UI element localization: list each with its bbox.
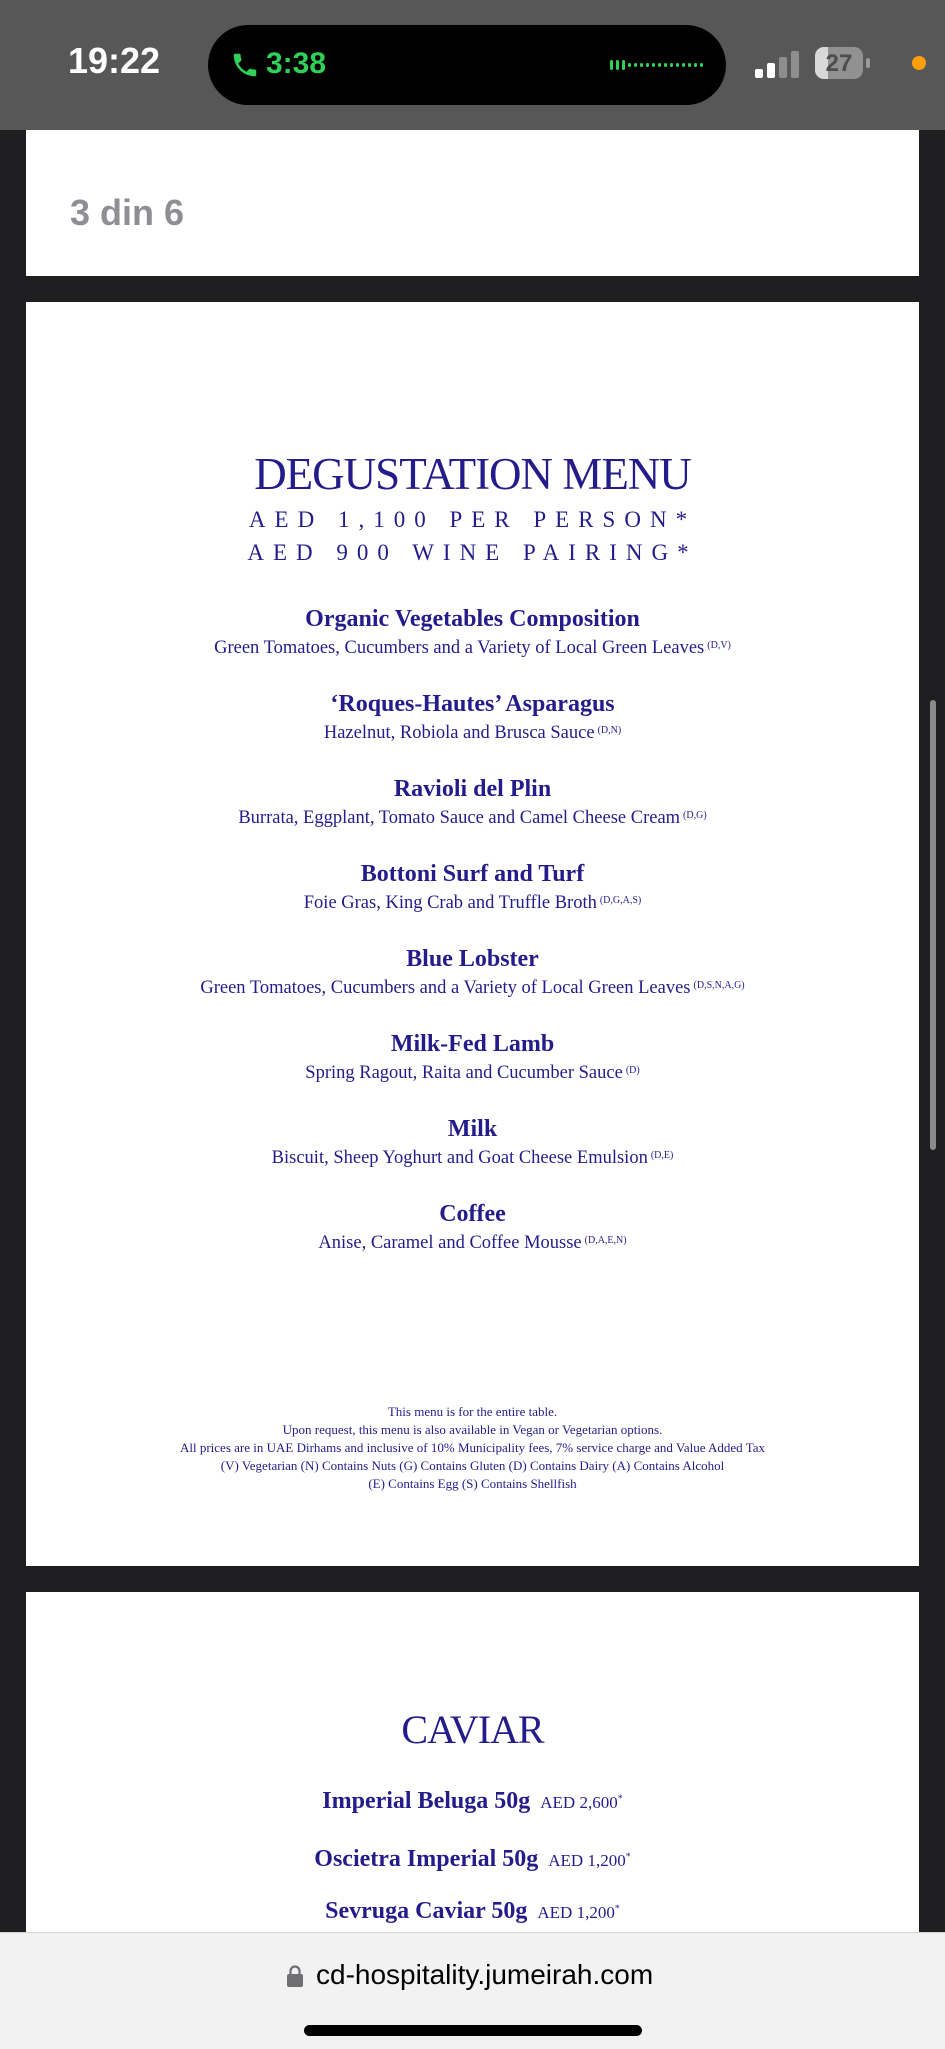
dish-item <box>26 689 919 747</box>
caviar-item <box>26 1846 919 1873</box>
dish-name: Milk-Fed Lamb <box>390 1031 555 1057</box>
caviar-price-value: AED 1,200 <box>537 1903 615 1922</box>
dish-description: Foie Gras, King Crab and Truffle Broth <box>303 893 597 913</box>
caviar-name: Sevruga Caviar 50g <box>325 1898 528 1924</box>
dish-description: Spring Ragout, Raita and Cucumber Sauce <box>305 1063 623 1083</box>
menu-price: AED 1,100 PER PERSON* <box>248 507 697 532</box>
dish-item <box>26 774 919 832</box>
home-indicator[interactable] <box>304 2025 642 2036</box>
caviar-item <box>26 1898 919 1925</box>
caviar-name: Imperial Beluga 50g <box>322 1788 531 1814</box>
dish-allergens: (D,A,E,N) <box>584 1235 627 1246</box>
menu-footnotes <box>26 1403 919 1493</box>
dish-description: Green Tomatoes, Cucumbers and a Variety of Local Green Leaves <box>200 978 691 998</box>
battery-percent: 27 <box>825 50 853 77</box>
dish-name: Bottoni Surf and Turf <box>360 861 585 887</box>
dish-allergens: (D) <box>625 1065 640 1076</box>
dish-description: Burrata, Eggplant, Tomato Sauce and Camel Cheese Cream <box>238 808 681 828</box>
dish-description-line <box>26 1144 919 1172</box>
dish-description: Biscuit, Sheep Yoghurt and Goat Cheese Emulsion <box>271 1148 648 1168</box>
dish-description-line <box>26 634 919 662</box>
dish-item <box>26 859 919 917</box>
pdf-page-top <box>26 130 919 276</box>
audio-waveform-icon <box>610 60 708 70</box>
dish-allergens: (D,E) <box>650 1150 674 1161</box>
footnote-line: (E) Contains Egg (S) Contains Shellfish <box>368 1476 577 1491</box>
dish-item <box>26 1029 919 1087</box>
footnote-line: This menu is for the entire table. <box>387 1404 558 1419</box>
call-pill[interactable] <box>208 25 726 105</box>
dish-description-line <box>26 719 919 747</box>
caviar-price <box>537 1903 619 1922</box>
dish-description-line <box>26 974 919 1002</box>
caviar-price <box>540 1793 622 1812</box>
dish-item <box>26 1199 919 1257</box>
phone-icon <box>230 47 260 83</box>
dish-name: ‘Roques-Hautes’ Asparagus <box>330 691 615 717</box>
caviar-price <box>548 1851 630 1870</box>
pdf-page-degustation <box>26 302 919 1566</box>
dish-allergens: (D,V) <box>707 640 731 651</box>
dish-allergens: (D,G,A,S) <box>599 895 642 906</box>
dish-item <box>26 604 919 662</box>
dish-description-line <box>26 889 919 917</box>
caviar-price-mark: * <box>614 1903 620 1915</box>
dish-description: Anise, Caramel and Coffee Mousse <box>318 1233 582 1253</box>
address-bar[interactable] <box>0 1932 945 2049</box>
dish-name: Ravioli del Plin <box>393 776 552 802</box>
caviar-title: CAVIAR <box>401 1707 544 1752</box>
dish-name: Blue Lobster <box>406 946 539 972</box>
signal-bar <box>755 69 763 78</box>
wine-pairing-price: AED 900 WINE PAIRING* <box>247 540 698 565</box>
footnote-line: All prices are in UAE Dirhams and inclusive of 10% Municipality fees, 7% service charge and Value Added Tax <box>179 1440 765 1455</box>
battery-icon <box>815 47 871 79</box>
caviar-price-mark: * <box>617 1793 623 1805</box>
privacy-indicator-dot <box>912 56 926 70</box>
caviar-price-mark: * <box>625 1851 631 1863</box>
scrollbar-thumb[interactable] <box>930 700 936 1150</box>
dish-description: Hazelnut, Robiola and Brusca Sauce <box>323 723 595 743</box>
dish-item <box>26 1114 919 1172</box>
dish-allergens: (D,N) <box>597 725 622 736</box>
cellular-signal-icon <box>755 48 803 78</box>
dish-description: Green Tomatoes, Cucumbers and a Variety of Local Green Leaves <box>214 638 705 658</box>
caviar-item <box>26 1788 919 1815</box>
dish-name: Milk <box>447 1116 498 1142</box>
signal-bar <box>791 51 799 78</box>
page-indicator: 3 din 6 <box>70 192 185 233</box>
status-bar <box>0 0 945 130</box>
caviar-price-value: AED 1,200 <box>548 1851 626 1870</box>
caviar-name: Oscietra Imperial 50g <box>314 1846 539 1872</box>
footnote-line: Upon request, this menu is also available in Vegan or Vegetarian options. <box>282 1422 663 1437</box>
lock-icon <box>286 1965 304 1987</box>
dish-allergens: (D,G) <box>683 810 707 821</box>
status-time: 19:22 <box>68 40 161 81</box>
dish-description-line <box>26 1059 919 1087</box>
dish-name: Organic Vegetables Composition <box>305 606 640 632</box>
url-text[interactable]: cd-hospitality.jumeirah.com <box>316 1959 654 1990</box>
dish-name: Coffee <box>439 1201 506 1227</box>
dish-item <box>26 944 919 1002</box>
signal-bar <box>767 63 775 78</box>
call-duration: 3:38 <box>266 47 327 80</box>
menu-title: DEGUSTATION MENU <box>254 449 691 499</box>
signal-bar <box>779 57 787 78</box>
dish-description-line <box>26 804 919 832</box>
dish-description-line <box>26 1229 919 1257</box>
dish-allergens: (D,S,N,A,G) <box>693 980 745 991</box>
footnote-line: (V) Vegetarian (N) Contains Nuts (G) Contains Gluten (D) Contains Dairy (A) Contains Alcohol <box>220 1458 725 1473</box>
caviar-price-value: AED 2,600 <box>540 1793 618 1812</box>
